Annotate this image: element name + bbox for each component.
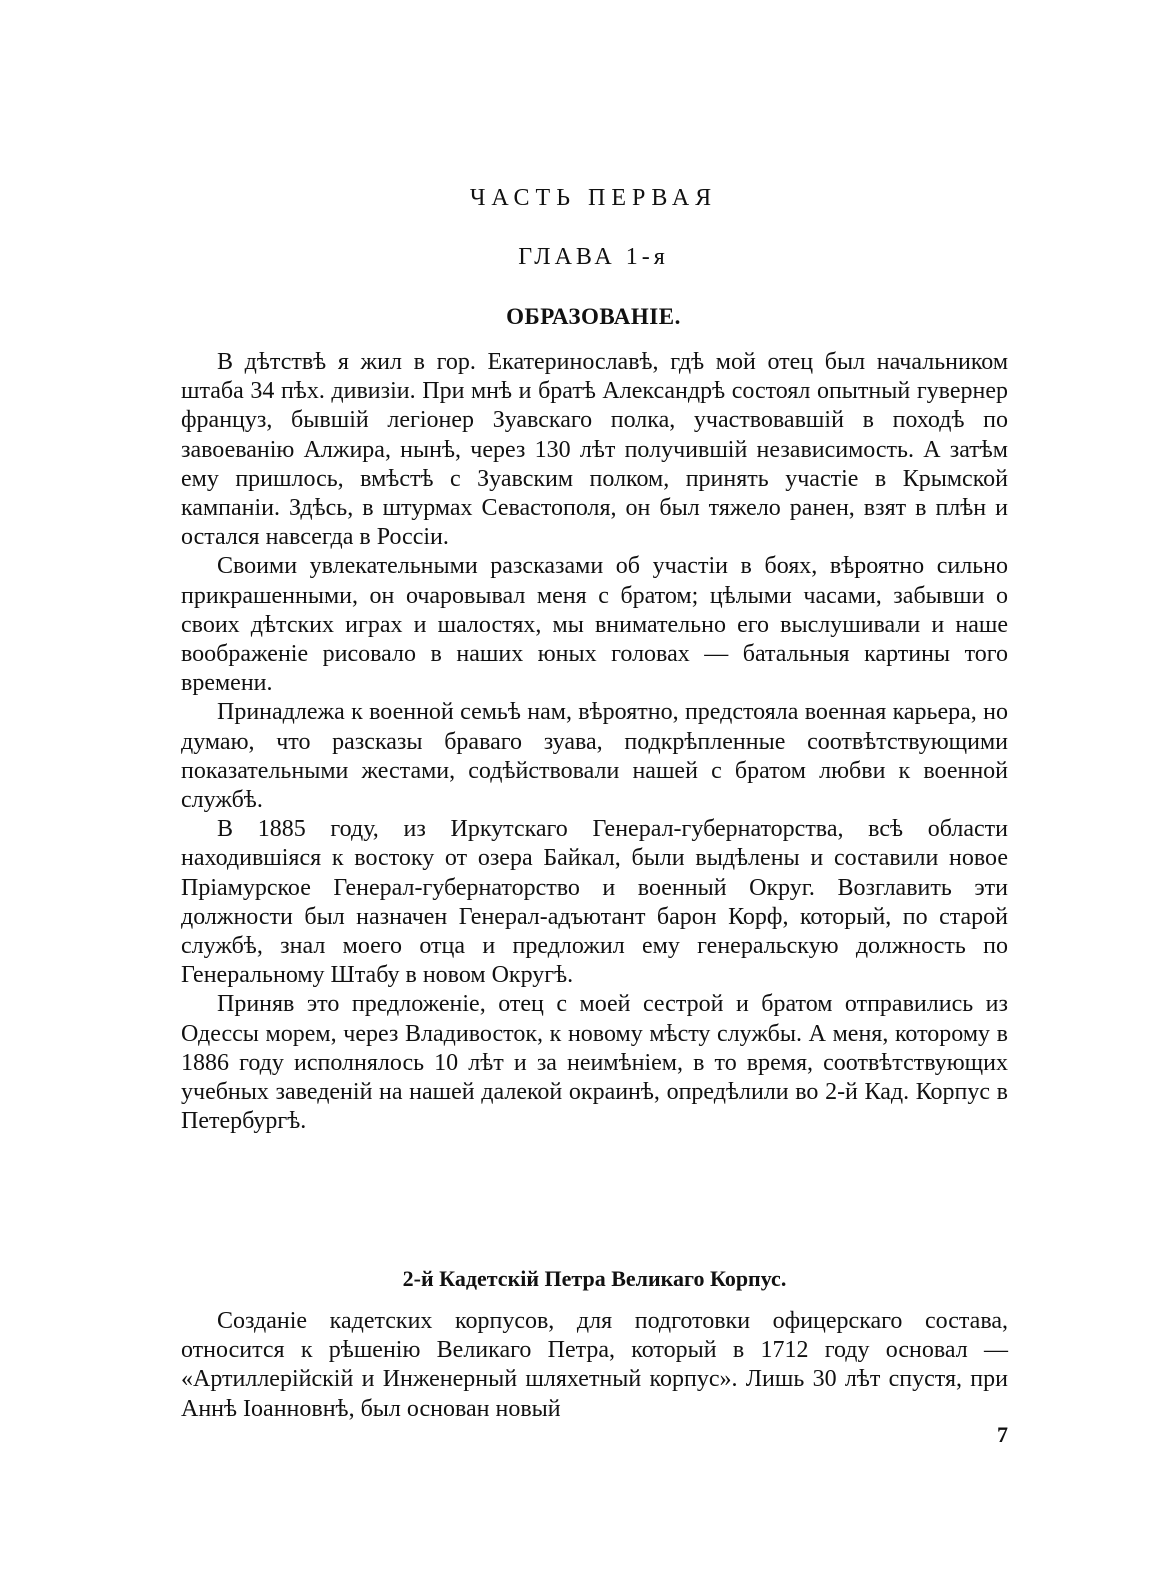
chapter-title: ГЛАВА 1-я [518, 244, 669, 270]
paragraph: В 1885 году, из Иркутскаго Генерал-губернаторства, всѣ области находившіяся к востоку от озера Байкал, были выдѣлены и составили новое Пріамурское Генерал-губернаторство и военный Округ. Возглавить эти должности был назначен Генерал-адъютант барон Корф, который, по старой службѣ, знал моего отца и предложил ему генеральскую должность по Генеральному Штабу в новом Округѣ. [181, 816, 1008, 989]
paragraph: Принадлежа к военной семьѣ нам, вѣроятно, предстояла военная карьера, но думаю, что разсказы браваго зуава, подкрѣпленные соотвѣтствующими показательными жестами, содѣйствовали нашей с братом любви к военной службѣ. [181, 699, 1008, 814]
part-title: ЧАСТЬ ПЕРВАЯ [469, 185, 718, 211]
section-body [181, 348, 1008, 1136]
paragraph: Созданіе кадетских корпусов, для подготовки офицерскаго состава, относится к рѣшенію Великаго Петра, который в 1712 году основал — «Артиллерійскій и Инженерный шляхетный корпус». Лишь 30 лѣт спустя, при Аннѣ Іоанновнѣ, был основан новый [181, 1308, 1008, 1422]
paragraph: В дѣтствѣ я жил в гор. Екатеринославѣ, гдѣ мой отец был начальником штаба 34 пѣх. дивизіи. При мнѣ и братѣ Александрѣ состоял опытный гувернер француз, бывшій легіонер Зуавскаго полка, участвовавшій в походѣ по завоеванію Алжира, нынѣ, через 130 лѣт получившій независимость. А затѣм ему пришлось, вмѣстѣ с Зуавским полком, принять участіе в Крымской кампаніи. Здѣсь, в штурмах Севастополя, он был тяжело ранен, взят в плѣн и остался навсегда в Россіи. [181, 349, 1008, 551]
paragraph: Своими увлекательными разсказами об участіи в боях, вѣроятно сильно прикрашенными, он очаровывал меня с братом; цѣлыми часами, забывши о своих дѣтских играх и шалостях, мы внимательно его выслушивали и наше воображеніе рисовало в наших юных головах — батальныя картины того времени. [181, 553, 1008, 697]
subsection-title: 2-й Кадетскій Петра Великаго Корпус. [402, 1266, 787, 1291]
subsection-body [181, 1307, 1008, 1424]
page-number: 7 [997, 1422, 1008, 1447]
paragraph: Приняв это предложеніе, отец с моей сестрой и братом отправились из Одессы морем, через Владивосток, к новому мѣсту службы. А меня, которому в 1886 году исполнялось 10 лѣт и за неимѣніем, в то время, соотвѣтствующих учебных заведеній на нашей далекой окраинѣ, опредѣлили во 2-й Кад. Корпус в Петербургѣ. [181, 991, 1008, 1135]
section-title: ОБРАЗОВАНІЕ. [506, 304, 681, 329]
